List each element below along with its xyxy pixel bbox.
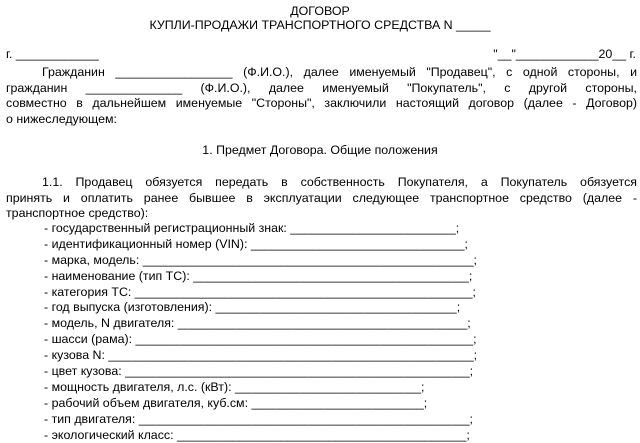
vehicle-field-engine-power: - мощность двигателя, л.с. (кВт): ___________________________; (44, 379, 425, 394)
place-date-line (6, 47, 636, 62)
vehicle-field-make-model: - марка, модель: ________________________________________________; (44, 252, 477, 267)
clause-1-1 (6, 175, 637, 222)
document-subtitle: КУПЛИ-ПРОДАЖИ ТРАНСПОРТНОГО СРЕДСТВА N _____ (149, 18, 491, 32)
vehicle-field-body-color: - цвет кузова: __________________________________________________; (44, 364, 474, 379)
vehicle-field-registration-plate: - государственный регистрационный знак: ________________________; (44, 221, 460, 235)
clause-line: транспортное средство): (6, 206, 149, 221)
contract-place: г. ____________ (6, 47, 99, 61)
vehicle-field-year: - год выпуска (изготовления): ___________________________________; (44, 300, 461, 315)
vehicle-field-engine-number: - модель, N двигателя: __________________________________________; (44, 316, 471, 331)
preamble-paragraph (6, 65, 637, 127)
vehicle-field-eco-class: - экологический класс: __________________________________________; (44, 427, 470, 442)
vehicle-field-body-number: - кузова N: _____________________________________________________; (44, 348, 478, 363)
vehicle-field-category: - категория ТС: _________________________________________________; (44, 284, 476, 299)
section-1-heading: 1. Предмет Договора. Общие положения (202, 143, 438, 157)
preamble-line: Гражданин _________________ (Ф.И.О.), далее именуемый "Продавец", с одной стороны, и (42, 65, 637, 79)
clause-line: принять и оплатить ранее бывшее в эксплуатации следующее транспортное средство (далее - (6, 190, 637, 205)
document-title: ДОГОВОР (290, 4, 350, 18)
preamble-line: о нижеследующем: (6, 111, 117, 126)
vehicle-field-engine-volume: - рабочий объем двигателя, куб.см: _________________________; (44, 395, 428, 410)
preamble-line: совместно в дальнейшем именуемые "Стороны", заключили настоящий договор (далее - Договор) (6, 96, 637, 111)
vehicle-field-vin: - идентификационный номер (VIN): _______________________________; (44, 236, 468, 251)
vehicle-field-engine-type: - тип двигателя: ________________________________________________; (44, 411, 473, 426)
vehicle-fields-list (44, 221, 477, 443)
preamble-line: гражданин ______________ (Ф.И.О.), далее именуемый "Покупатель", с другой стороны, (6, 80, 637, 95)
clause-line: 1.1. Продавец обязуется передать в собственность Покупателя, а Покупатель обязуется (42, 175, 637, 189)
vehicle-field-type: - наименование (тип ТС): ________________________________________; (44, 268, 473, 283)
contract-date: "__"____________20__ г. (493, 47, 636, 61)
vehicle-field-chassis: - шасси (рама): _________________________________________________; (44, 332, 477, 347)
